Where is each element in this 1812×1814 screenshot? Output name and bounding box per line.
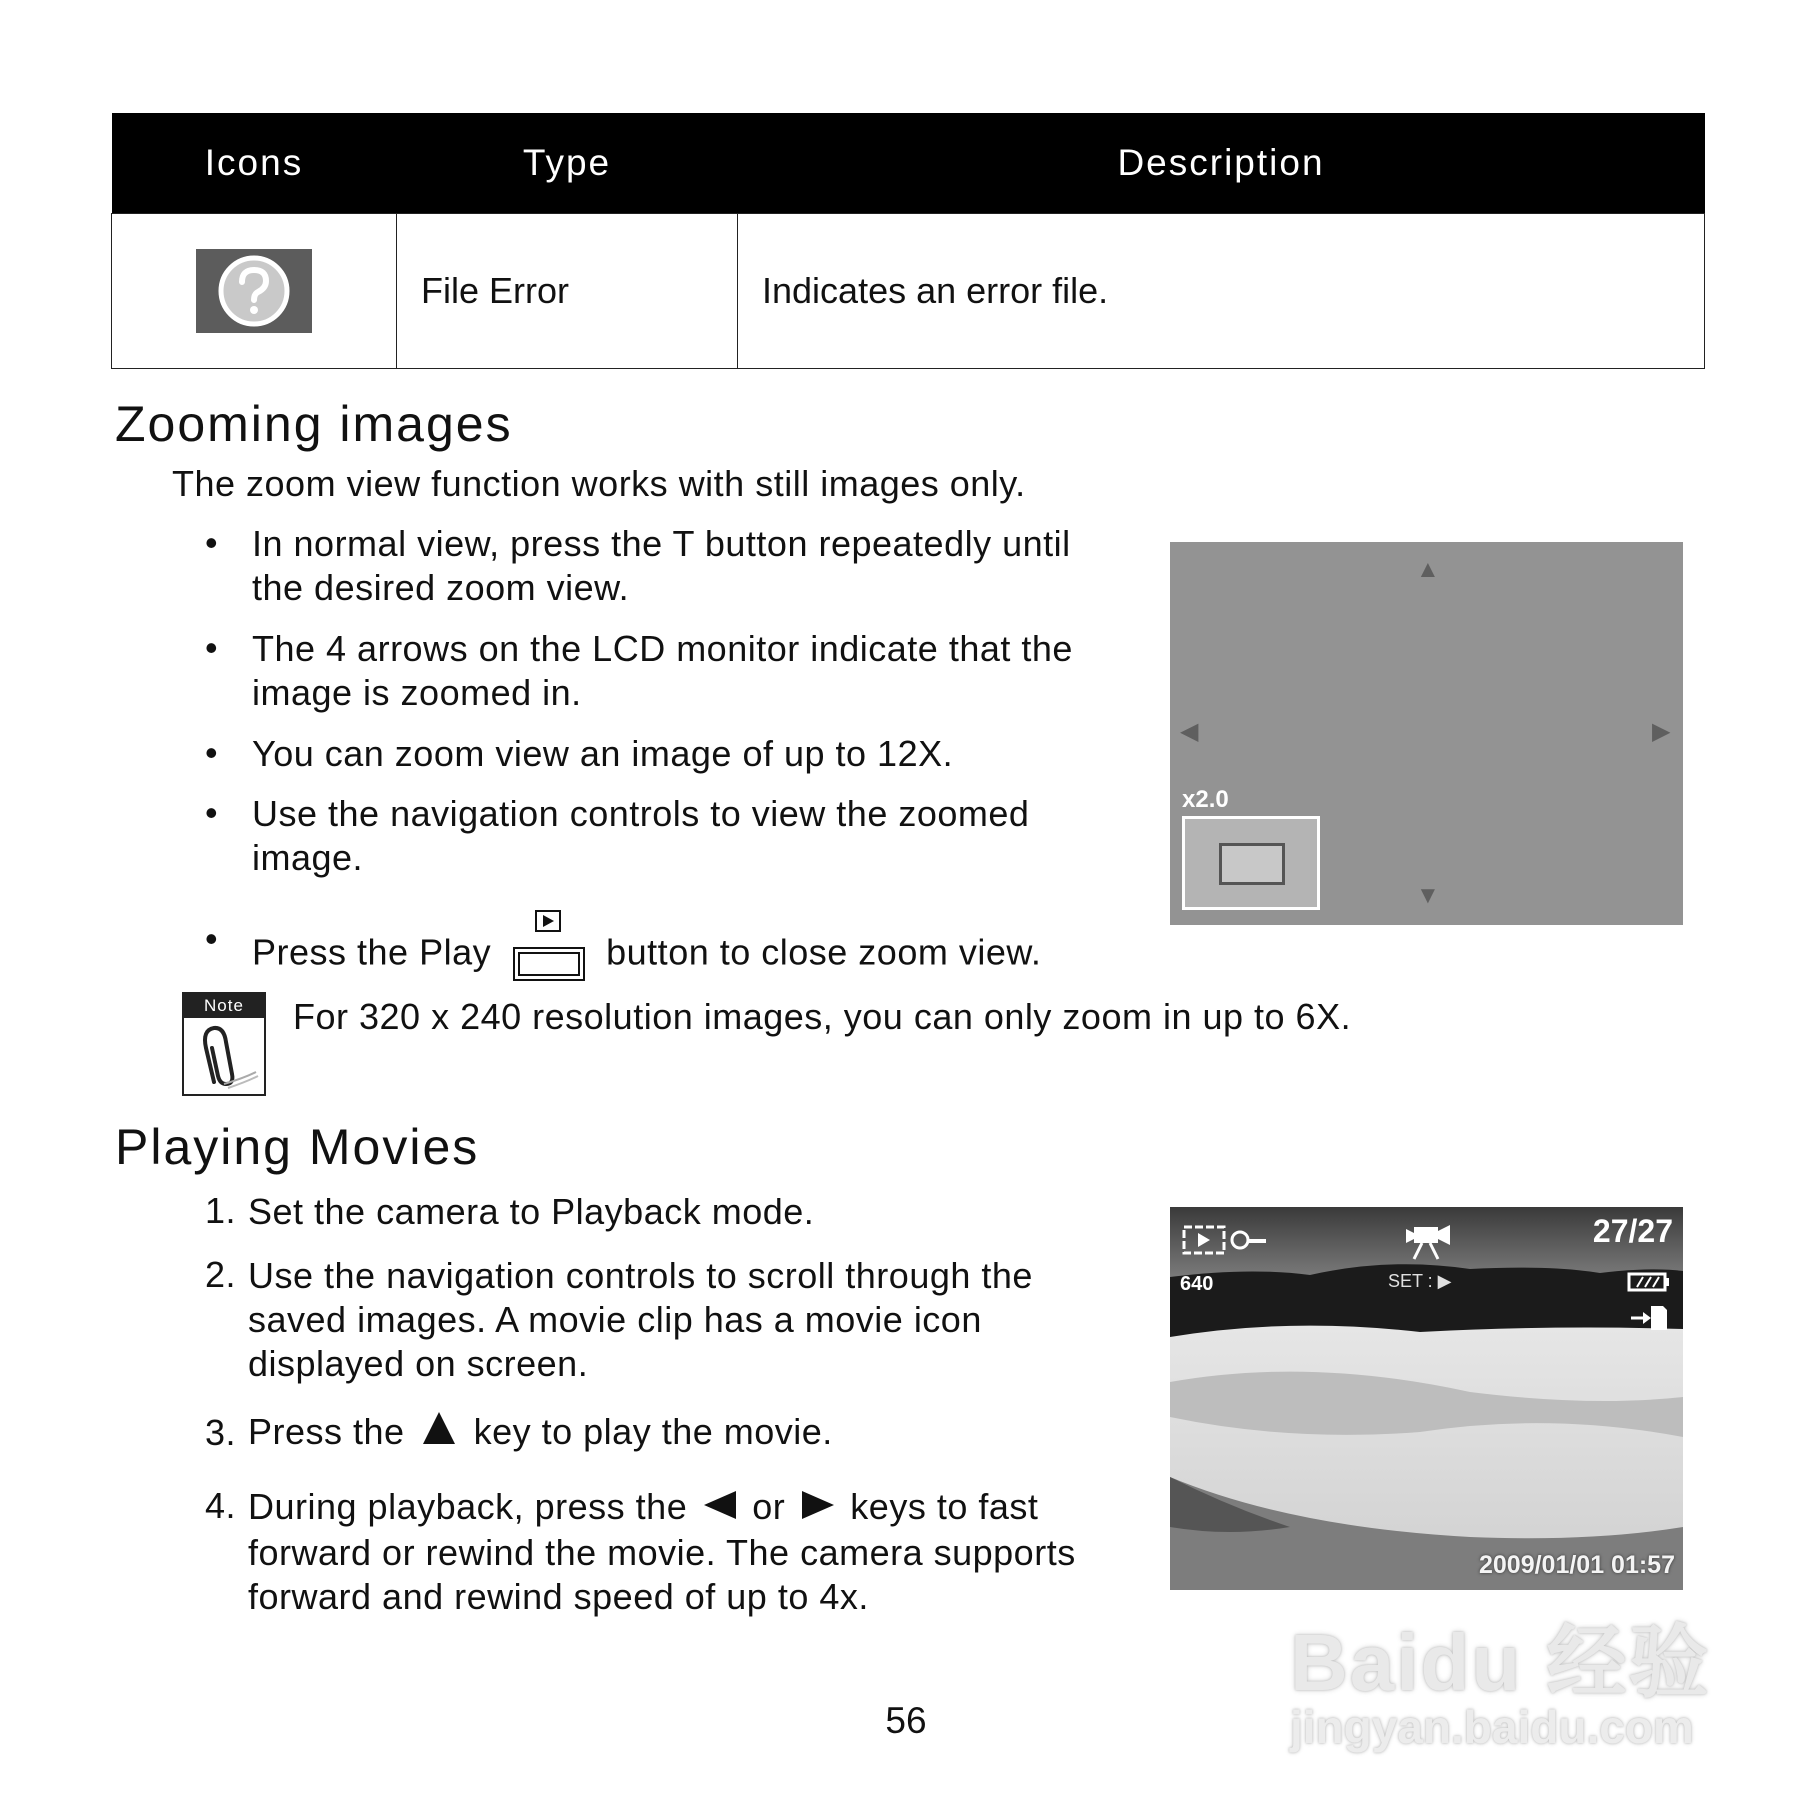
zoom-viewport-frame [1219, 843, 1285, 885]
arrow-up-icon: ▲ [1416, 556, 1440, 583]
set-play-hint: SET : ▶ [1388, 1271, 1452, 1291]
zoom-navigator [1182, 816, 1320, 910]
movie-camera-icon [1404, 1221, 1452, 1261]
zooming-intro: The zoom view function works with still images only. [172, 463, 1026, 504]
header-description: Description [738, 113, 1705, 214]
zoom-level-label: x2.0 [1182, 786, 1229, 813]
header-type: Type [397, 113, 738, 214]
zoom-lcd-screen [1170, 542, 1683, 925]
step-number: 2. [205, 1254, 237, 1295]
zoom-bullet-5 [252, 910, 1152, 1000]
note-text: For 320 x 240 resolution images, you can only zoom in up to 6X. [293, 996, 1352, 1037]
step-number: 1. [205, 1190, 237, 1231]
play-button-icon [512, 910, 586, 1000]
arrow-down-icon: ▼ [1416, 882, 1440, 909]
bullet-dot: • [205, 522, 218, 563]
description-cell: Indicates an error file. [738, 214, 1705, 369]
date-time-stamp: 2009/01/01 01:57 [1478, 1551, 1675, 1579]
zooming-heading: Zooming images [115, 396, 513, 452]
step-4-before: During playback, press the [248, 1486, 688, 1527]
memory-card-icon [1629, 1303, 1669, 1333]
step-4-after: keys to fast forward or rewind the movie. The camera supports forward and rewind speed of up to 4x. [248, 1486, 1076, 1618]
file-error-icon [196, 249, 312, 333]
note-box [182, 992, 266, 1096]
playback-mode-icon [1182, 1223, 1272, 1257]
image-counter: 27/27 [1592, 1213, 1673, 1249]
up-key-icon [421, 1408, 457, 1460]
left-key-icon [702, 1487, 738, 1531]
step-4-or: or [752, 1486, 786, 1527]
arrow-right-icon: ▶ [1652, 718, 1671, 745]
play-bullet-after: button to close zoom view. [606, 931, 1042, 973]
movie-step-2: Use the navigation controls to scroll through the saved images. A movie clip has a movie icon displayed on screen. [248, 1255, 1033, 1384]
zoom-bullet-1: In normal view, press the T button repeatedly until the desired zoom view. [252, 523, 1071, 608]
header-icons: Icons [112, 113, 397, 214]
desert-scene-image [1170, 1207, 1683, 1590]
bullet-dot: • [205, 792, 218, 833]
bullet-dot: • [205, 627, 218, 668]
step-number: 4. [205, 1485, 237, 1526]
note-label: Note [184, 994, 264, 1018]
zoom-bullet-2: The 4 arrows on the LCD monitor indicate that the image is zoomed in. [252, 628, 1073, 713]
baidu-watermark: Baidu 经验 [1290, 1618, 1711, 1707]
icon-cell [112, 214, 397, 369]
battery-icon [1627, 1271, 1671, 1293]
movie-step-3 [248, 1406, 1128, 1460]
step-3-after: key to play the movie. [473, 1411, 833, 1452]
step-3-before: Press the [248, 1411, 405, 1452]
right-key-icon [800, 1487, 836, 1531]
bullet-dot: • [205, 918, 218, 959]
table-row [112, 214, 1705, 369]
movie-lcd-screen [1170, 1207, 1683, 1590]
movies-heading: Playing Movies [115, 1119, 480, 1175]
movie-step-1: Set the camera to Playback mode. [248, 1191, 815, 1232]
zoom-bullet-3: You can zoom view an image of up to 12X. [252, 733, 954, 774]
page-number: 56 [885, 1700, 927, 1741]
icon-table [111, 113, 1705, 369]
step-number: 3. [205, 1412, 237, 1453]
bullet-dot: • [205, 732, 218, 773]
movie-step-4 [248, 1485, 1128, 1619]
baidu-watermark-url: jingyan.baidu.com [1290, 1701, 1694, 1753]
table-header-row [112, 113, 1705, 214]
zoom-bullet-4: Use the navigation controls to view the zoomed image. [252, 793, 1030, 878]
paperclip-icon [184, 1018, 264, 1092]
arrow-left-icon: ◀ [1180, 718, 1199, 745]
resolution-label: 640 [1180, 1273, 1214, 1295]
play-bullet-before: Press the Play [252, 931, 492, 973]
type-cell: File Error [397, 214, 738, 369]
